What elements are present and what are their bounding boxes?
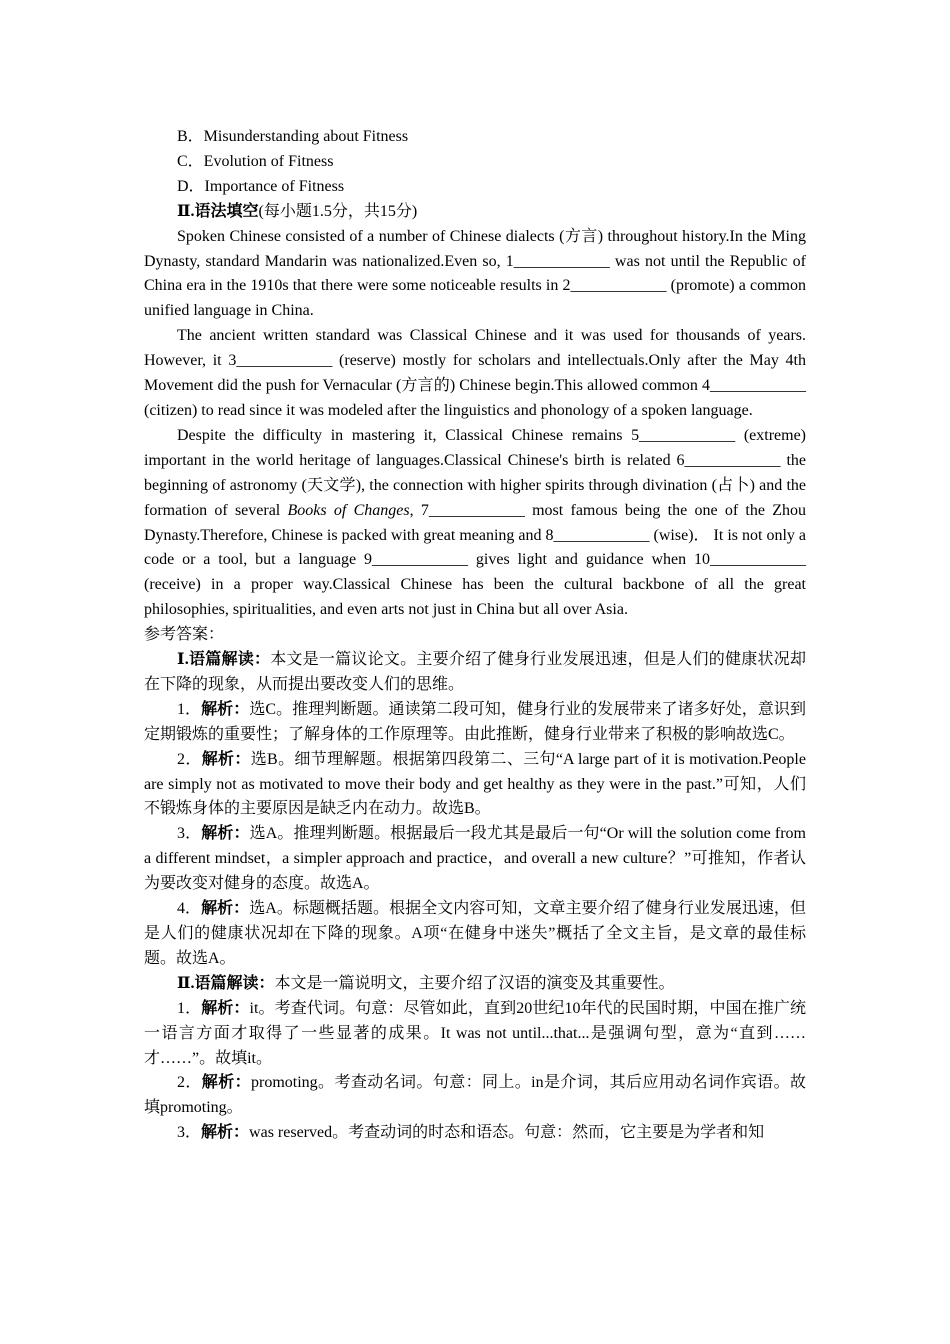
reading-analysis [144,648,806,698]
option-c: C．Evolution of Fitness [177,152,334,170]
analysis-label: Ⅰ.语篇解读： [177,651,271,669]
answer-number: 3． [177,825,202,843]
section-heading-label: Ⅱ.语法填空 [177,202,259,220]
answer-text: it。考查代词。句意：尽管如此，直到20世纪10年代的民国时期，中国在推广统一语言方面才取得了一些显著的成果。It was not until...that...是强调句型，意为“直到……才……”。故填it。 [144,999,806,1067]
answer-item [144,822,806,897]
passage-text: , 7____________ most famous being the one of the Zhou Dynasty.Therefore, Chinese is packed with great meaning and 8____________ (wise)． It is not only a code or a tool, but a language 9____________ gives light and guidance when 10____________ (receive) in a proper way.Classical Chinese has been the cultural backbone of all the great philosophies, spiritualities, and even arts not just in China but all over Asia. [144,501,807,619]
answer-item [144,698,806,748]
option-b: B．Misunderstanding about Fitness [177,128,409,145]
passage-paragraph: The ancient written standard was Classical Chinese and it was used for thousands of years. However, it 3____________ (reserve) mostly for scholars and intellectuals.Only after the May 4th Movement did the push for Vernacular (方言的) Chinese begin.This allowed common 4____________ (citizen) to read since it was modeled after the linguistics and phonology of a spoken language. [144,327,806,419]
passage-text: Despite the difficulty in mastering it, Classical Chinese remains 5____________ (extreme) important in the world heritage of languages.Classical Chinese's birth is related 6____________ the beginning of astronomy (天文学), the connection with higher spirits through divination (占卜) and the formation of several [144,426,806,519]
analysis-label: Ⅱ.语篇解读： [177,974,275,992]
answer-text: 选A。标题概括题。根据全文内容可知，文章主要介绍了健身行业发展迅速，但是人们的健康状况却在下降的现象。A项“在健身中迷失”概括了全文主旨，是文章的最佳标题。故选A。 [144,900,806,967]
option-d: D．Importance of Fitness [177,177,345,195]
answer-label: 解析： [201,825,250,843]
answer-number: 4． [177,900,202,918]
book-title: Books of Changes [287,501,410,519]
answer-item [144,997,806,1072]
answer-text: promoting。考查动名词。句意：同上。in是介词，其后应用动名词作宾语。故填promoting。 [144,1074,806,1117]
answers-title: 参考答案： [144,626,225,644]
answer-item [144,748,806,823]
answer-text: 选B。细节理解题。根据第四段第二、三句“A large part of it is motivation.People are simply not as motivated to move their body and get healthy as they were in the past.”可知，人们不锻炼身体的主要原因是缺乏内在动力。故选B。 [144,750,806,818]
answer-text: was reserved。考查动词的时态和语态。句意：然而，它主要是为学者和知 [249,1124,765,1142]
analysis-text: 本文是一篇说明文，主要介绍了汉语的演变及其重要性。 [274,974,675,992]
answer-number: 1． [177,700,202,718]
section-heading-note: (每小题1.5分，共15分) [258,202,418,220]
answer-text: 选A。推理判断题。根据最后一段尤其是最后一句“Or will the solution come from a different mindset，a simpler approach and practice，and overall a new culture？”可推知，作者认为要改变对健身的态度。故选A。 [144,825,806,893]
reading-analysis [144,972,806,997]
passage-paragraph [144,424,806,623]
answer-label: 解析： [201,750,251,768]
answer-label: 解析： [201,900,250,918]
answer-number: 1． [177,999,202,1017]
answer-label: 解析： [201,1124,250,1142]
answer-label: 解析： [201,999,250,1017]
answer-item [144,897,806,972]
answer-label: 解析： [201,1074,251,1092]
answer-number: 3． [177,1124,202,1142]
answer-number: 2． [177,1074,202,1092]
analysis-text: 本文是一篇议论文。主要介绍了健身行业发展迅速，但是人们的健康状况却在下降的现象，从而提出要改变人们的思维。 [144,651,806,693]
section-heading [144,200,806,225]
answer-item [144,1071,806,1121]
answer-label: 解析： [201,700,250,718]
document-body [144,125,806,1146]
answer-number: 2． [177,750,202,768]
answer-text: 选C。推理判断题。通读第二段可知，健身行业的发展带来了诸多好处，意识到定期锻炼的重要性；了解身体的工作原理等。由此推断，健身行业带来了积极的影响故选C。 [144,700,806,743]
answer-item [144,1121,806,1146]
passage-paragraph: Spoken Chinese consisted of a number of Chinese dialects (方言) throughout history.In the Ming Dynasty, standard Mandarin was nationalized.Even so, 1____________ was not until the Republic of China era in the 1910s that there were some noticeable results in 2____________ (promote) a common unified language in China. [144,227,806,320]
